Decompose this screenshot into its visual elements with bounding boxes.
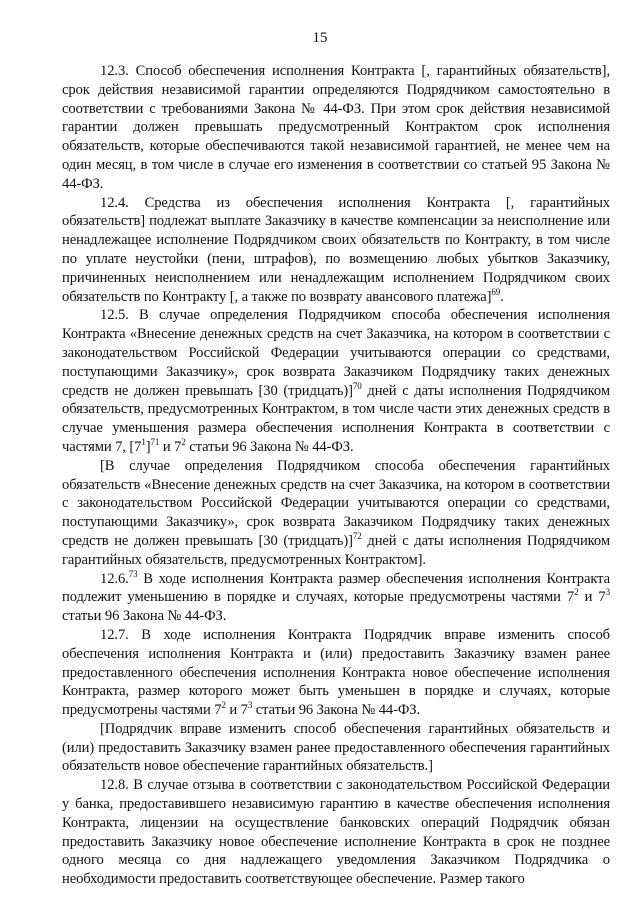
paragraph-text: 12.6. <box>100 570 129 587</box>
paragraph-text: и 7 <box>578 589 606 606</box>
footnote-ref: 2 <box>181 436 186 447</box>
paragraph-text: 12.7. В ходе исполнения Контракта Подрядчик вправе изменить способ обеспечения исполнения Контракта и (или) предоставить Заказчику взамен ранее предоставленного обеспечения исполнения Контракта новое обеспечение исполнения Контракта, размер которого может быть уменьшен в порядке и случаях, которые предусмотрены частями 7 <box>62 626 610 719</box>
footnote-ref: 3 <box>247 700 253 711</box>
paragraph-text: дней с даты исполнения Подрядчиком гарантийных обязательств, предусмотренных Контрактом]. <box>62 532 610 568</box>
paragraph-12.7-alt <box>62 720 610 776</box>
paragraph-text: статьи 96 Закона № 44-ФЗ. <box>62 608 227 625</box>
footnote-ref: 2 <box>221 700 226 711</box>
paragraph-text: ] <box>145 438 151 455</box>
paragraph-text: В ходе исполнения Контракта размер обеспечения исполнения Контракта подлежит уменьшению в порядке и случаях, которые предусмотрены частями 7 <box>62 570 610 606</box>
footnote-ref: 3 <box>605 587 610 598</box>
footnote-ref: 70 <box>352 380 362 391</box>
paragraph-text: 12.4. Средства из обеспечения исполнения Контракта [, гарантийных обязательств] подлежат выплате Заказчику в качестве компенсации за неисполнение или ненадлежащее исполнение Подрядчиком своих обязательств по Контракту, в том числе по уплате неустойки (пени, штрафов), по возмещению любых убытков Заказчику, причиненных неисполнением или ненадлежащим исполнением Подрядчиком своих обязательств по Контракту [, а также по возврату авансового платежа] <box>62 194 610 305</box>
footnote-ref: 2 <box>574 587 579 598</box>
page-number: 15 <box>312 30 328 46</box>
paragraph-text: 12.5. В случае определения Подрядчиком способа обеспечения исполнения Контракта «Внесение денежных средств на счет Заказчика, на котором в соответствии с законодательством Российской Федерации учитываются операции со средствами, поступающими Заказчику», срок возврата Заказчиком Подрядчику таких денежных средств не должен превышать [30 (тридцать)] <box>62 307 610 399</box>
paragraph-12.3 <box>62 62 610 194</box>
paragraph-12.6 <box>62 570 610 626</box>
paragraph-12.4 <box>62 194 610 307</box>
footnote-ref: 72 <box>352 530 362 541</box>
paragraph-12.5-alt <box>62 457 610 570</box>
paragraph-12.7 <box>62 626 610 720</box>
paragraph-text: дней с даты исполнения Подрядчиком обязательств, предусмотренных Контрактом, в том числе части этих денежных средств в случае уменьшения размера обеспечения исполнения Контракта в соответствии с частями 7, [7 <box>62 382 610 455</box>
document-body <box>62 62 610 889</box>
paragraph-12.5 <box>62 306 610 456</box>
paragraph-text: 12.8. В случае отзыва в соответствии с законодательством Российской Федерации у банка, предоставившего независимую гарантию в качестве обеспечения исполнения Контракта, лицензии на осуществление банковских операций Подрядчик обязан предоставить Заказчику новое обеспечение исполнение Контракта в срок не позднее одного месяца со дня надлежащего уведомления Заказчиком Подрядчика о необходимости предоставить соответствующее обеспечение. Размер такого <box>62 777 610 888</box>
footnote-ref: 73 <box>128 568 138 579</box>
footnote-ref: 1 <box>141 436 146 447</box>
paragraph-text: статьи 96 Закона № 44-ФЗ. <box>185 438 354 455</box>
footnote-ref: 71 <box>150 436 160 447</box>
paragraph-12.8 <box>62 776 610 889</box>
paragraph-text: и 7 <box>225 702 248 719</box>
paragraph-text: статьи 96 Закона № 44-ФЗ. <box>252 702 421 719</box>
paragraph-text: . <box>500 288 504 305</box>
footnote-ref: 69 <box>491 286 501 297</box>
paragraph-text: [В случае определения Подрядчиком способа обеспечения гарантийных обязательств «Внесение денежных средств на счет Заказчика, на котором в соответствии с законодательством Российской Федерации учитываются операции со средствами, поступающими Заказчику», срок возврата Заказчиком Подрядчику таких денежных средств не должен превышать [30 (тридцать)] <box>62 457 610 549</box>
paragraph-text: [Подрядчик вправе изменить способ обеспечения гарантийных обязательств и (или) предоставить Заказчику взамен ранее предоставленного обеспечения гарантийных обязательств новое обеспечение гарантийных обязательств.] <box>62 720 610 775</box>
paragraph-text: 12.3. Способ обеспечения исполнения Контракта [, гарантийных обязательств], срок действия независимой гарантии определяются Подрядчиком самостоятельно в соответствии с требованиями Закона № 44-ФЗ. При этом срок действия независимой гарантии должен превышать предусмотренный Контрактом срок исполнения обязательств, которые обеспечиваются такой независимой гарантией, не менее чем на один месяц, в том числе в случае его изменения в соответствии со статьей 95 Закона № 44-ФЗ. <box>62 63 610 192</box>
paragraph-text: и 7 <box>159 438 182 455</box>
